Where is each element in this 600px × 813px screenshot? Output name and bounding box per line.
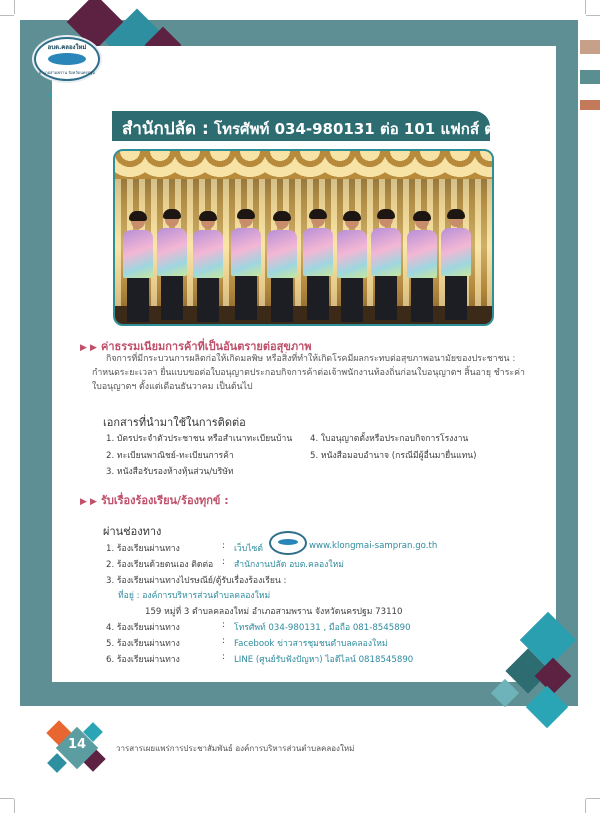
title-main: สำนักปลัด : (122, 119, 209, 139)
channel-separator: : (222, 652, 225, 662)
page-number: 14 (67, 737, 87, 752)
channel-label: 6. ร้องเรียนผ่านทาง (106, 655, 180, 665)
crop-mark (14, 0, 15, 14)
staff-member (267, 213, 297, 322)
page-title (122, 115, 539, 142)
crop-mark (0, 15, 14, 16)
channel-separator: : (222, 557, 225, 567)
crop-mark (14, 799, 15, 813)
doc-item: 4. ใบอนุญาตตั้งหรือประกอบกิจการโรงงาน (310, 434, 469, 444)
channel-label: 4. ร้องเรียนผ่านทาง (106, 623, 180, 633)
docs-heading: เอกสารที่นำมาใช้ในการติดต่อ (103, 416, 246, 429)
logo-mini (269, 531, 307, 555)
title-contact: โทรศัพท์ 034-980131 ต่อ 101 แฟกส์ ต่อ 104 (214, 120, 540, 138)
doc-item: 5. หนังสือมอบอำนาจ (กรณีมีผู้อื่นมายื่นแทน) (310, 451, 477, 461)
staff-member (441, 211, 471, 320)
channel-separator: : (222, 620, 225, 630)
staff-member (337, 213, 367, 322)
logo-top-text: อบต.คลองใหม่ (47, 44, 87, 51)
footer-text: วารสารเผยแพร่การประชาสัมพันธ์ องค์การบริหารส่วนตำบลคลองใหม่ (116, 744, 355, 753)
fee-description (92, 352, 542, 394)
staff-member (157, 211, 187, 320)
complaint-heading-text: รับเรื่องร้องเรียน/ร้องทุกข์ : (100, 494, 229, 507)
fee-line: กิจการที่มีกระบวนการผลิตก่อให้เกิดมลพิษ หรือสิ่งที่ทำให้เกิดโรคมีผลกระทบต่อสุขภาพอนามัยของประชาชน : (106, 354, 516, 364)
doc-item: 3. หนังสือรับรองห้างหุ้นส่วน/บริษัท (106, 467, 234, 477)
fee-line: กำหนดระยะเวลา ยื่นแบบขอต่อใบอนุญาตประกอบกิจการค้าต่อเจ้าพนักงานท้องถิ่นก่อนใบอนุญาตฯ สิ้นอายุ ชำระค่า (92, 368, 525, 378)
crop-mark (0, 798, 14, 799)
fee-line: ใบอนุญาตฯ ตั้งแต่เดือนธันวาคม เป็นต้นไป (92, 382, 253, 392)
edge-decoration (580, 100, 600, 110)
channel-separator: : (222, 636, 225, 646)
channel-value: LINE (ศูนย์รับฟังปัญหา) ไอดีไลน์ 0818545890 (234, 655, 414, 665)
crop-mark (586, 798, 600, 799)
channel-value: สำนักงานปลัด อบต.คลองใหม่ (234, 560, 344, 570)
staff-photo (113, 149, 494, 326)
channel-label: 3. ร้องเรียนผ่านทางไปรษณีย์/ตู้รับเรื่องร้องเรียน : (106, 576, 287, 586)
channels-heading: ผ่านช่องทาง (103, 525, 162, 538)
logo-bottom-text: อำเภอสามพราน จังหวัดนครปฐม (38, 70, 96, 75)
complaint-heading (80, 491, 229, 509)
crop-mark (585, 0, 586, 14)
doc-item: 2. ทะเบียนพาณิชย์-ทะเบียนการค้า (106, 451, 234, 461)
edge-decoration (580, 70, 600, 84)
staff-member (193, 213, 223, 322)
arrow-icon: ▶ ▶ (80, 497, 97, 507)
address-line: ที่อยู่ : องค์การบริหารส่วนตำบลคลองใหม่ (118, 591, 271, 601)
channel-value: Facebook ข่าวสารชุมชนตำบลคลองใหม่ (234, 639, 388, 649)
arrow-icon: ▶ ▶ (80, 343, 97, 353)
website-link[interactable]: www.klongmai-sampran.go.th (309, 541, 438, 551)
crop-mark (586, 15, 600, 16)
doc-item: 1. บัตรประจำตัวประชาชน หรือสำเนาทะเบียนบ้าน (106, 434, 293, 444)
channel-label: 5. ร้องเรียนผ่านทาง (106, 639, 180, 649)
channel-value: โทรศัพท์ 034-980131 , มือถือ 081-8545890 (234, 623, 411, 633)
boat-icon (278, 539, 298, 545)
channel-separator: : (222, 541, 225, 551)
logo (34, 37, 100, 81)
title-bar (112, 111, 540, 141)
crop-mark (585, 799, 586, 813)
edge-decoration (580, 40, 600, 54)
staff-member (407, 213, 437, 322)
boat-icon (48, 53, 86, 65)
fee-heading-text: ค่าธรรมเนียมการค้าที่เป็นอันตรายต่อสุขภาพ (100, 340, 312, 353)
address-line: 159 หมู่ที่ 3 ตำบลคลองใหม่ อำเภอสามพราน จังหวัดนครปฐม 73110 (145, 607, 403, 617)
staff-member (123, 213, 153, 322)
staff-member (371, 211, 401, 320)
staff-member (303, 211, 333, 320)
channel-label: 2. ร้องเรียนด้วยตนเอง ติดต่อ (106, 560, 214, 570)
staff-member (231, 211, 261, 320)
channel-label: 1. ร้องเรียนผ่านทาง (106, 544, 180, 554)
channel-value: เว็บไซต์ (234, 544, 263, 554)
curtain-valance (115, 151, 492, 179)
